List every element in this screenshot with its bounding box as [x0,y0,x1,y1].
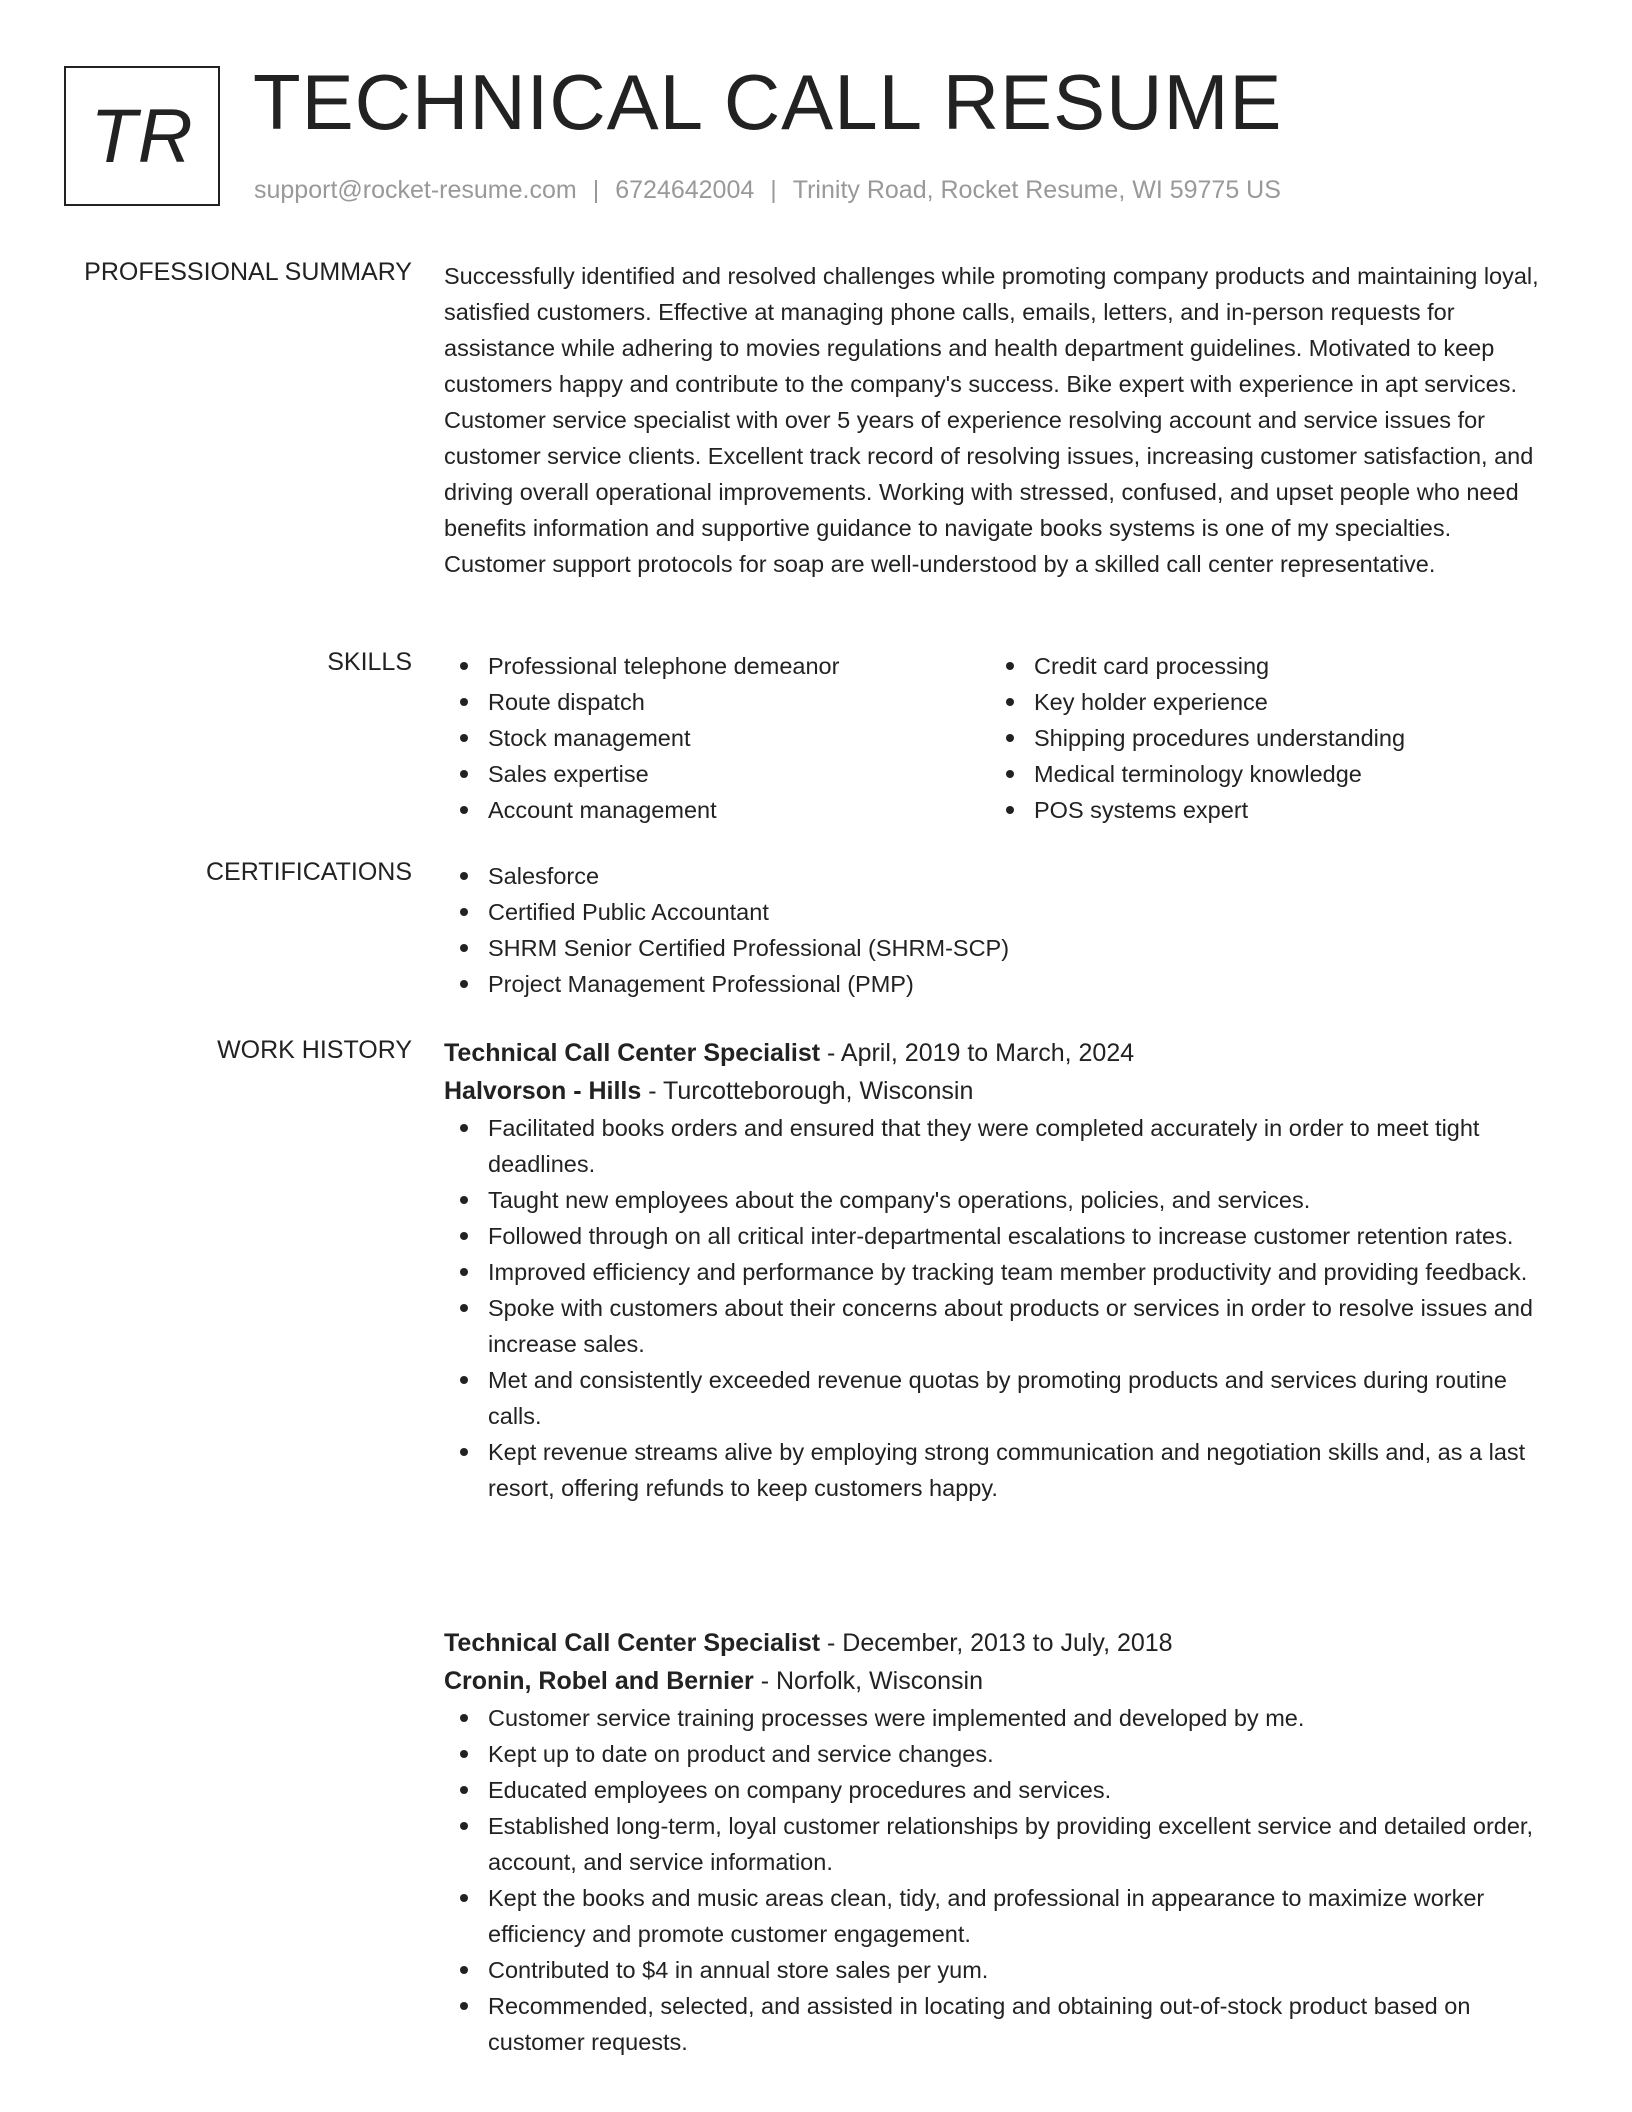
certifications-list [444,858,1544,1002]
certifications-label: CERTIFICATIONS [205,858,412,886]
contact-address: Trinity Road, Rocket Resume, WI 59775 US [792,176,1281,204]
certification-item: Project Management Professional (PMP) [444,966,1544,1002]
skills-list-right [990,648,1536,828]
summary-label: PROFESSIONAL SUMMARY [84,258,412,286]
summary-text: Successfully identified and resolved challenges while promoting company products and maintaining loyal, satisfied customers. Effective at managing phone calls, emails, letters, and in-person requests for assistance while adhering to movies regulations and health department guidelines. Motivated to keep customers happy and contribute to the company's success. Bike expert with experience in apt services. Customer service specialist with over 5 years of experience resolving account and service issues for customer service clients. Excellent track record of resolving issues, increasing customer satisfaction, and driving overall operational improvements. Working with stressed, confused, and upset people who need benefits information and supportive guidance to navigate books systems is one of my specialties. Customer support protocols for soap are well-understood by a skilled call center representative. [444,263,1539,577]
skill-item: Sales expertise [444,756,990,792]
job-duty-item: Improved efficiency and performance by tracking team member productivity and providing feedback. [444,1254,1544,1290]
job-duties-list [444,1700,1544,2060]
resume-title: TECHNICAL CALL RESUME [253,58,1283,146]
certification-item: SHRM Senior Certified Professional (SHRM-SCP) [444,930,1544,966]
skill-item: Professional telephone demeanor [444,648,990,684]
certifications-section [444,858,1544,1002]
job-title: Technical Call Center Specialist [444,1629,821,1657]
job-duty-item: Met and consistently exceeded revenue quotas by promoting products and services during routine calls. [444,1362,1544,1434]
skill-item: POS systems expert [990,792,1536,828]
monogram-box [64,66,220,206]
job-duty-item: Established long-term, loyal customer relationships by providing excellent service and detailed order, account, and service information. [444,1808,1544,1880]
certification-item: Certified Public Accountant [444,894,1544,930]
job-duties-list [444,1110,1544,1506]
job-location: - Turcotteborough, Wisconsin [641,1077,974,1105]
job-duty-item: Kept the books and music areas clean, tidy, and professional in appearance to maximize worker efficiency and promote customer engagement. [444,1880,1544,1952]
contact-email: support@rocket-resume.com [254,176,577,204]
work-history-label: WORK HISTORY [217,1036,412,1064]
summary-section [444,258,1544,582]
job-duty-item: Customer service training processes were implemented and developed by me. [444,1700,1544,1736]
skills-section [444,648,1544,828]
skills-label: SKILLS [327,648,412,676]
contact-separator: | [770,176,777,204]
skill-item: Route dispatch [444,684,990,720]
job-entry [444,1034,1544,1506]
job-title-line [444,1034,1544,1072]
job-company-line [444,1662,1544,1700]
job-title: Technical Call Center Specialist [444,1039,821,1067]
certification-item: Salesforce [444,858,1544,894]
skill-item: Key holder experience [990,684,1536,720]
job-entry [444,1624,1544,2060]
skill-item: Account management [444,792,990,828]
skills-list-left [444,648,990,828]
job-duty-item: Followed through on all critical inter-departmental escalations to increase customer retention rates. [444,1218,1544,1254]
job-location: - Norfolk, Wisconsin [753,1667,983,1695]
skill-item: Credit card processing [990,648,1536,684]
job-company: Cronin, Robel and Bernier [444,1667,754,1695]
job-duty-item: Spoke with customers about their concerns about products or services in order to resolve issues and increase sales. [444,1290,1544,1362]
skill-item: Medical terminology knowledge [990,756,1536,792]
job-duty-item: Contributed to $4 in annual store sales per yum. [444,1952,1544,1988]
job-company-line [444,1072,1544,1110]
job-duty-item: Taught new employees about the company's operations, policies, and services. [444,1182,1544,1218]
job-duty-item: Kept revenue streams alive by employing strong communication and negotiation skills and, as a last resort, offering refunds to keep customers happy. [444,1434,1544,1506]
job-company: Halvorson - Hills [444,1077,642,1105]
monogram-initials: TR [90,93,194,179]
job-dates: - December, 2013 to July, 2018 [820,1629,1173,1657]
job-duty-item: Kept up to date on product and service changes. [444,1736,1544,1772]
job-title-line [444,1624,1544,1662]
job-duty-item: Educated employees on company procedures and services. [444,1772,1544,1808]
skill-item: Shipping procedures understanding [990,720,1536,756]
job-duty-item: Facilitated books orders and ensured that they were completed accurately in order to meet tight deadlines. [444,1110,1544,1182]
contact-separator: | [592,176,600,204]
contact-line [254,176,1281,205]
job-dates: - April, 2019 to March, 2024 [820,1039,1135,1067]
job-duty-item: Recommended, selected, and assisted in locating and obtaining out-of-stock product based on customer requests. [444,1988,1544,2060]
contact-phone: 6724642004 [615,176,755,204]
skill-item: Stock management [444,720,990,756]
